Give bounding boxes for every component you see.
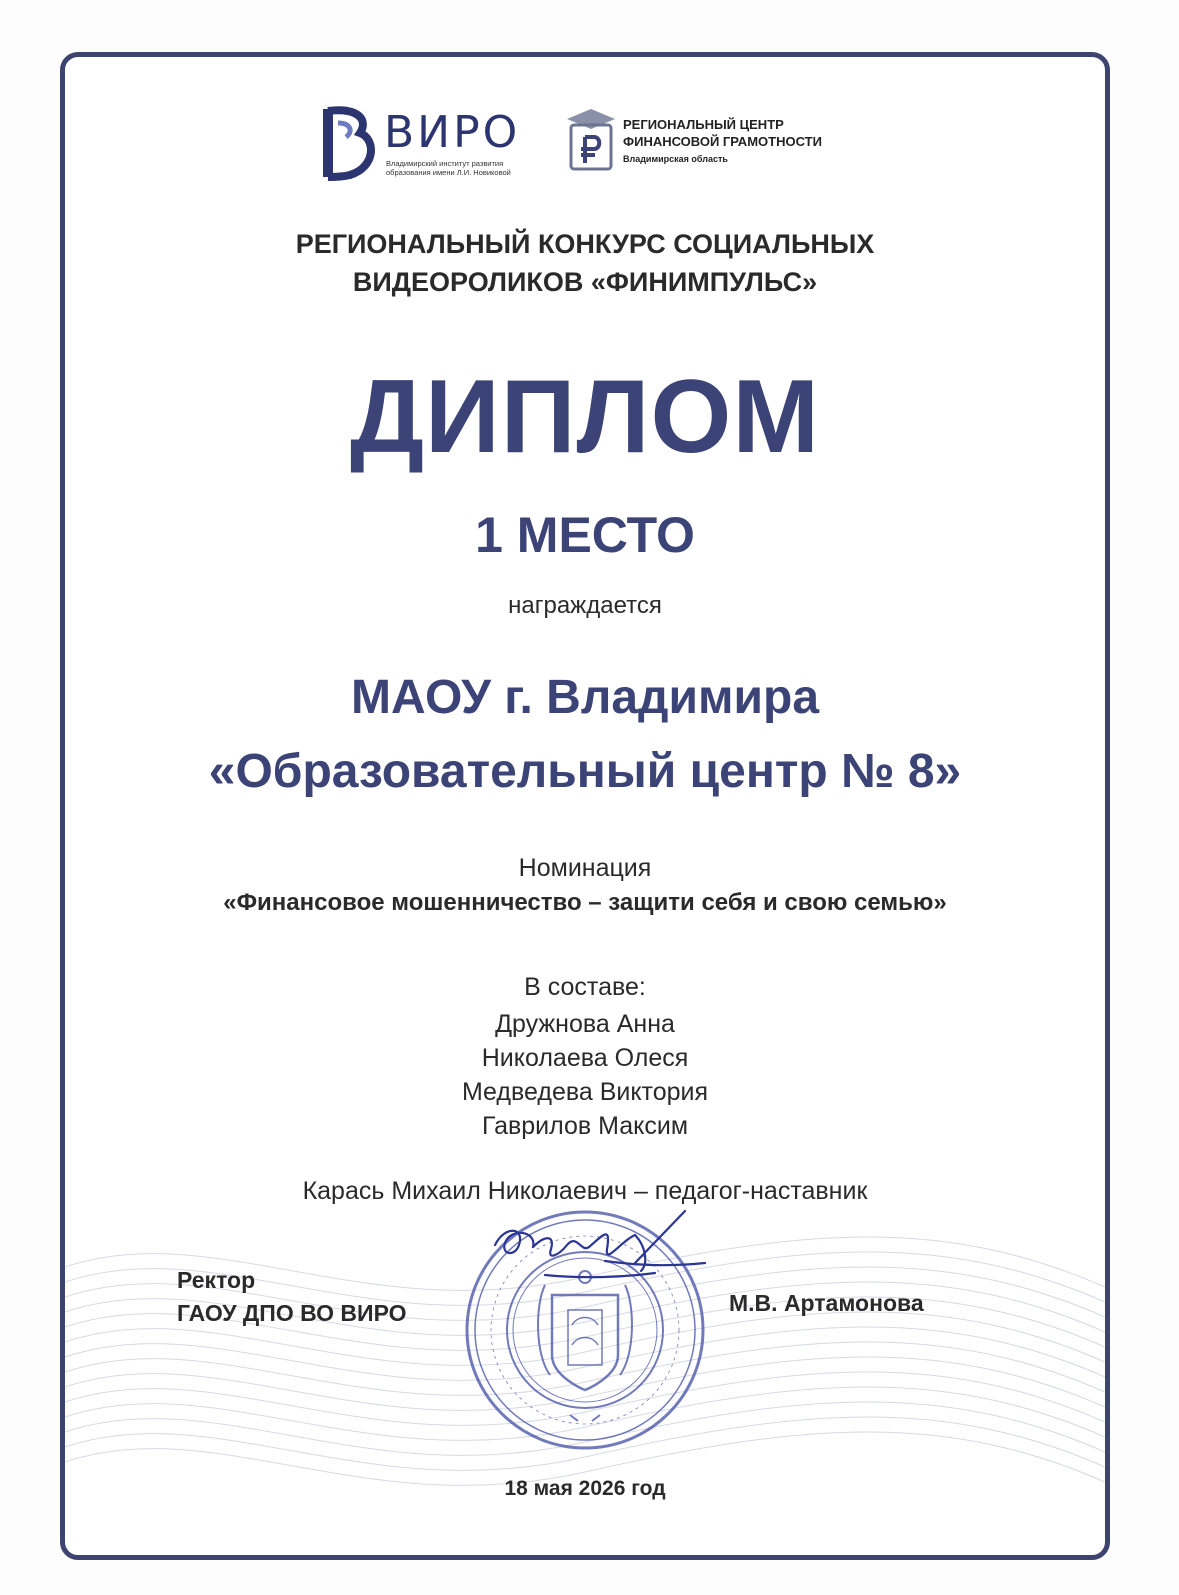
contest-title-line1: РЕГИОНАЛЬНЫЙ КОНКУРС СОЦИАЛЬНЫХ	[295, 229, 875, 259]
signer-position-line2: ГАОУ ДПО ВО ВИРО	[177, 1300, 407, 1326]
viro-logo-name: ВИРО	[384, 107, 521, 158]
viro-subtitle-line2: образования имени Л.И. Новиковой	[386, 168, 511, 177]
viro-logo	[320, 103, 550, 183]
viro-b-logo-icon	[320, 103, 380, 181]
ruble-graduation-cap-icon	[565, 107, 617, 175]
center-logo-line3: Владимирская область	[623, 154, 728, 164]
signer-position-line1: Ректор	[177, 1267, 256, 1293]
signer-name: М.В. Артамонова	[729, 1290, 924, 1316]
contest-title-line2: ВИДЕОРОЛИКОВ «ФИНИМПУЛЬС»	[352, 267, 818, 297]
awarded-text: награждается	[508, 592, 662, 619]
nomination-title: «Финансовое мошенничество – защити себя и свою семью»	[223, 889, 947, 916]
center-logo-line2: ФИНАНСОВОЙ ГРАМОТНОСТИ	[623, 134, 822, 149]
recipient-line2: «Образовательный центр № 8»	[208, 745, 962, 798]
team-member: Гаврилов Максим	[481, 1112, 689, 1140]
issue-date: 18 мая 2026 год	[504, 1477, 666, 1500]
contest-title	[65, 225, 1105, 301]
handwritten-signature-icon	[485, 1205, 715, 1315]
team-member: Николаева Олеся	[481, 1044, 689, 1072]
viro-logo-subtitle	[386, 159, 556, 177]
diploma-heading: ДИПЛОМ	[349, 359, 821, 475]
nomination-label: Номинация	[518, 854, 652, 882]
center-logo-line1: РЕГИОНАЛЬНЫЙ ЦЕНТР	[623, 117, 784, 132]
recipient-line1: МАОУ г. Владимира	[350, 671, 820, 724]
financial-center-logo	[565, 107, 855, 177]
team-member: Дружнова Анна	[495, 1010, 675, 1038]
team-member: Медведева Виктория	[461, 1078, 709, 1106]
team-members	[65, 1007, 1105, 1143]
diploma-frame	[60, 52, 1110, 1560]
viro-subtitle-line1: Владимирский институт развития	[386, 159, 504, 168]
place-heading: 1 МЕСТО	[475, 507, 695, 563]
team-label: В составе:	[524, 973, 646, 1001]
mentor-text: Карась Михаил Николаевич – педагог-наставник	[302, 1177, 868, 1205]
